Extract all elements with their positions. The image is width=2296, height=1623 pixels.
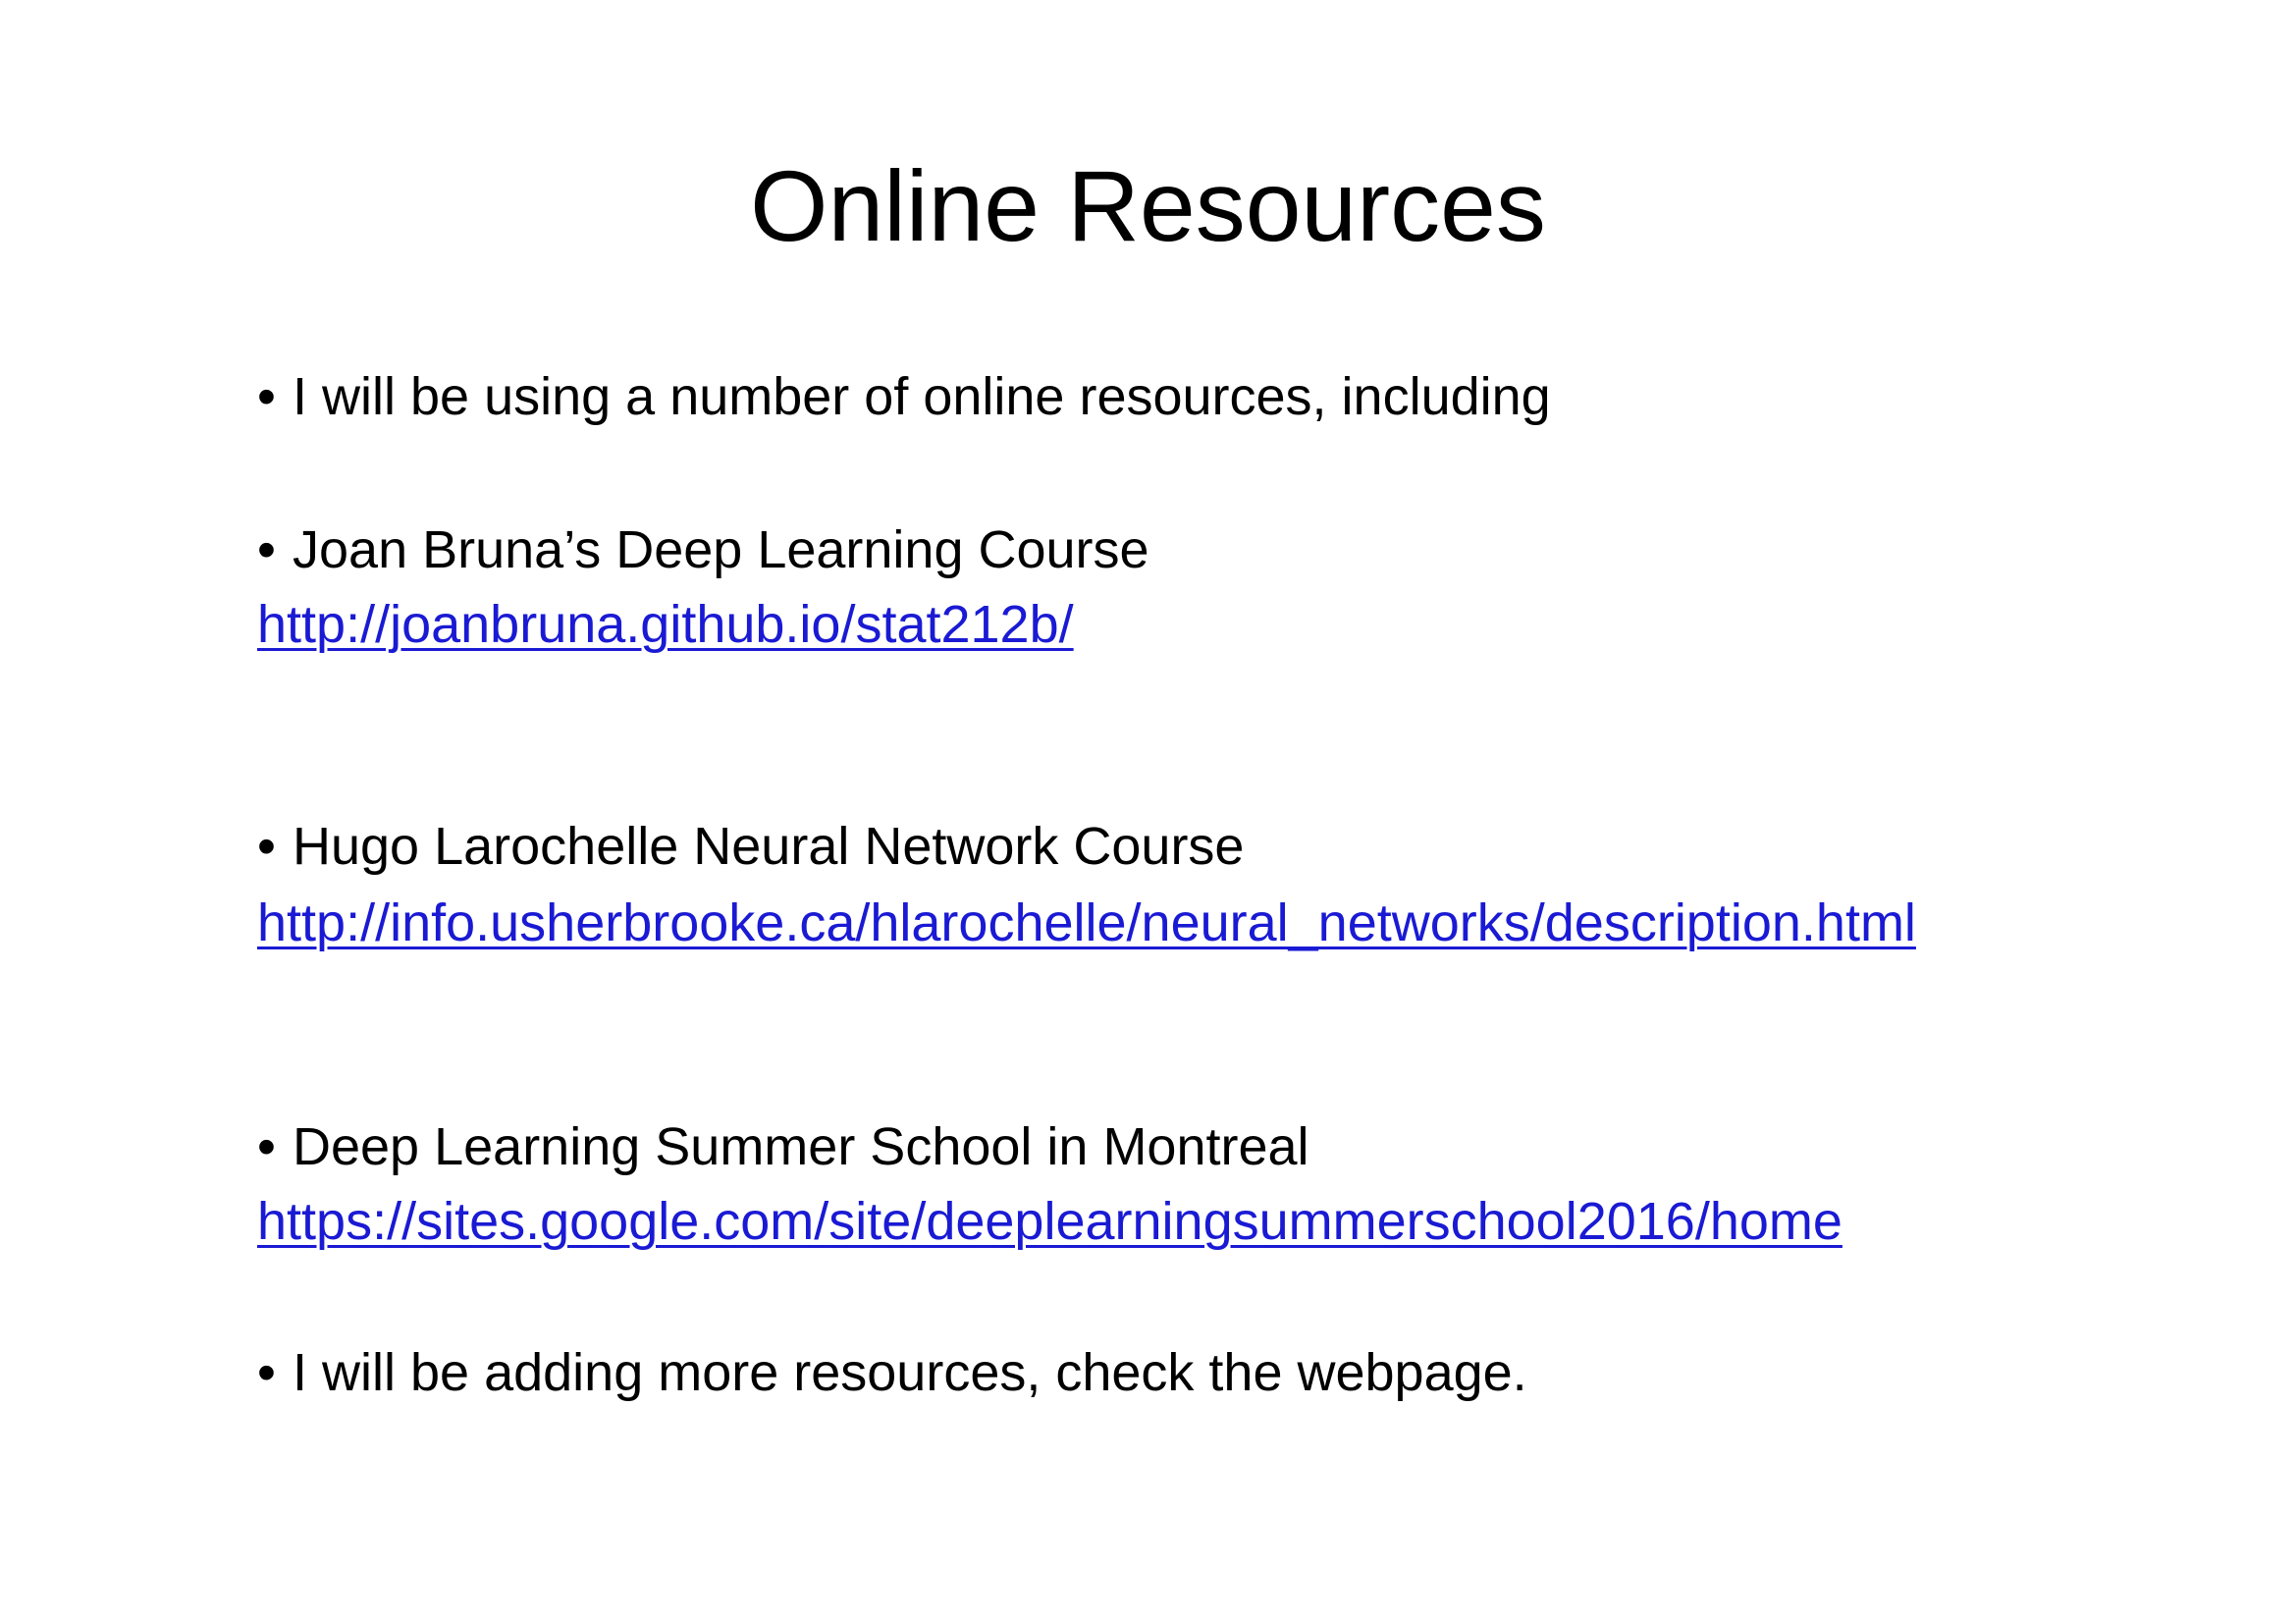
slide-title: Online Resources <box>750 150 1546 262</box>
bullet-closing <box>257 1341 1527 1404</box>
resource-1-label: Joan Bruna’s Deep Learning Course <box>293 520 1149 579</box>
bullet-resource-3 <box>257 1115 1309 1178</box>
bullet-resource-1 <box>257 518 1149 581</box>
resource-1-link-line <box>257 593 1074 656</box>
resource-2-link-line <box>257 892 1916 954</box>
bullet-intro <box>257 365 1551 428</box>
resource-3-link[interactable]: https://sites.google.com/site/deeplearningsummerschool2016/home <box>257 1192 1842 1251</box>
resource-3-link-line <box>257 1190 1842 1253</box>
bullet-intro-text: I will be using a number of online resources, including <box>293 367 1551 426</box>
bullet-icon: • <box>257 1117 276 1176</box>
bullet-closing-text: I will be adding more resources, check the webpage. <box>293 1343 1527 1402</box>
bullet-icon: • <box>257 817 276 876</box>
resource-2-link[interactable]: http://info.usherbrooke.ca/hlarochelle/neural_networks/description.html <box>257 893 1916 952</box>
bullet-resource-2 <box>257 815 1244 878</box>
resource-1-link[interactable]: http://joanbruna.github.io/stat212b/ <box>257 595 1074 654</box>
bullet-icon: • <box>257 520 276 579</box>
bullet-icon: • <box>257 367 276 426</box>
resource-3-label: Deep Learning Summer School in Montreal <box>293 1117 1309 1176</box>
bullet-icon: • <box>257 1343 276 1402</box>
resource-2-label: Hugo Larochelle Neural Network Course <box>293 817 1245 876</box>
